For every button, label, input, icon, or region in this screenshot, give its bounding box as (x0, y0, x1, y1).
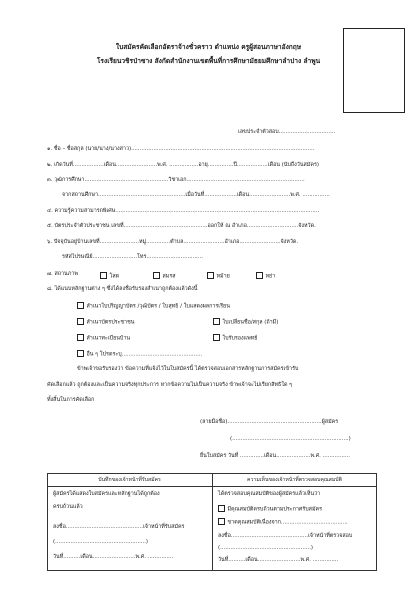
checkbox[interactable] (207, 272, 214, 279)
doc-degree[interactable]: สำเนาใบปริญญาบัตร /วุฒิบัตร / ใบสุทธิ / ใบแสดงผลการเรียน (77, 302, 230, 310)
applicant-signature: (ลายมือชื่อ).......................................................ผู้สมัคร (200, 419, 339, 425)
status-option-married[interactable]: สมรส (153, 272, 176, 280)
field-special-skills: ๔. ความรู้ความสามารถพิเศษ....................................................................................................................... (47, 208, 320, 214)
checkbox[interactable] (213, 334, 220, 341)
doc-name-change[interactable]: ใบเปลี่ยนชื่อ/สกุล (ถ้ามี) (213, 318, 278, 326)
checkbox[interactable] (218, 518, 225, 525)
receiver-note-1: ผู้สมัครได้แสดงใบสมัครและหลักฐานได้ถูกต้อง (53, 491, 160, 497)
field-name: ๑. ชื่อ – ชื่อสกุล (นาย/นาง/นางสาว)........................................................................................................... (47, 146, 315, 152)
declaration-line-2: คัดเลือกแล้ว ถูกต้องและเป็นความจริงทุกประการ หากข้อความไม่เป็นความจริง ข้าพเจ้าจะไม่เรียกสิทธิใด ๆ (47, 382, 293, 388)
field-institution: จากสถานศึกษา...................................................เมื่อวันที่...................เดือน........................พ.ศ. ................ (62, 192, 330, 198)
inspector-date: วันที่..........เดือน.........................พ.ศ. ............... (218, 557, 339, 563)
doc-house-registration[interactable]: สำเนาทะเบียนบ้าน (77, 334, 130, 342)
receiver-signature: ลงชื่อ.............................................เจ้าหน้าที่รับสมัคร (53, 524, 185, 530)
field-id-card: ๕. บัตรประจำตัวประชาชน เลขที่.................................................ออกให้ ณ อำเภอ..............................จังหวัด. (47, 223, 316, 229)
table-divider (212, 473, 213, 571)
doc-id-card[interactable]: สำเนาบัตรประชาชน (77, 318, 134, 326)
inspector-signature: ลงชื่อ.............................................เจ้าหน้าที่ตรวจสอบ (218, 533, 353, 539)
form-title: ใบสมัครคัดเลือกอัตราจ้างชั่วคราว ตำแหน่ง ครูผู้สอนภาษาอังกฤษ (115, 43, 302, 51)
checkbox[interactable] (77, 318, 84, 325)
doc-medical-certificate[interactable]: ใบรับรองแพทย์ (213, 334, 257, 342)
declaration-line-3: ทั้งสิ้นในการคัดเลือก (47, 397, 95, 403)
field-birthdate: ๒. เกิดวันที่..................เดือน........................พ.ศ. .................อายุ...............ปี..................เดือน (นับถึงวันสมัคร) (47, 162, 319, 168)
photo-box (343, 28, 405, 113)
receiver-note-2: ครบถ้วนแล้ว (53, 504, 83, 510)
inspector-printed-name: (.....................................................) (218, 545, 314, 551)
receiver-header: บันทึกของเจ้าหน้าที่รับสมัคร (98, 477, 161, 483)
checkbox[interactable] (100, 272, 107, 279)
inspector-option-qualified[interactable]: มีคุณสมบัติครบถ้วนตามประกาศรับสมัคร (218, 505, 322, 513)
form-subtitle: โรงเรียนวชิรป่าซาง สังกัดสำนักงานเขตพื้นที่การศึกษามัธยมศึกษาลำปาง ลำพูน (96, 57, 321, 65)
checkbox[interactable] (153, 272, 160, 279)
status-label: ๗. สถานภาพ (47, 271, 78, 277)
table-header-divider (47, 486, 377, 487)
checkbox[interactable] (218, 505, 225, 512)
status-option-divorced[interactable]: หย่า (256, 272, 275, 280)
field-postal-phone: รหัสไปรษณีย์..........................โทร................................. (62, 254, 203, 260)
doc-other[interactable]: อื่น ๆ โปรดระบุ............................................... (77, 350, 202, 358)
application-date: ยื่นใบสมัคร วันที่ ..............เดือน....................พ.ศ. ................ (200, 453, 350, 459)
status-option-widowed[interactable]: หม้าย (207, 272, 230, 280)
checkbox[interactable] (77, 350, 84, 357)
declaration-line-1: ข้าพเจ้าขอรับรองว่า ข้อความที่แจ้งไว้ในใบสมัครนี้ ได้ตรวจสอบเอกสารหลักฐานการสมัครเข้ารับ (77, 366, 299, 372)
field-address: ๖. ปัจจุบันอยู่บ้านเลขที่.......................หมู่..............ตำบล........................อำเภอ........................จังหวัด. (47, 239, 299, 245)
checkbox[interactable] (77, 334, 84, 341)
checkbox[interactable] (213, 318, 220, 325)
status-option-single[interactable]: โสด (100, 272, 119, 280)
checkbox[interactable] (256, 272, 263, 279)
field-education: ๓. วุฒิการศึกษา.................................................วิชาเอก..................................................................... (47, 177, 305, 183)
inspector-note: ได้ตรวจสอบคุณสมบัติของผู้สมัครแล้วเห็นว่า (218, 491, 321, 497)
applicant-printed-name: (....................................................................) (230, 436, 351, 442)
inspector-option-unqualified[interactable]: ขาดคุณสมบัติเนื่องจาก....................................... (218, 518, 348, 526)
application-number: เลขประจำตัวสอบ................................. (238, 129, 336, 135)
receiver-printed-name: (.....................................................) (53, 539, 149, 545)
receiver-date: วันที่..........เดือน.........................พ.ศ. ............... (53, 554, 174, 560)
inspector-header: ความเห็นของเจ้าหน้าที่ตรวจสอบคุณสมบัติ (247, 477, 342, 483)
documents-label: ๘. ได้แนบหลักฐานต่าง ๆ ซึ่งได้ลงชื่อรับรองสำเนาถูกต้องแล้วดังนี้ (47, 286, 198, 292)
checkbox[interactable] (77, 302, 84, 309)
